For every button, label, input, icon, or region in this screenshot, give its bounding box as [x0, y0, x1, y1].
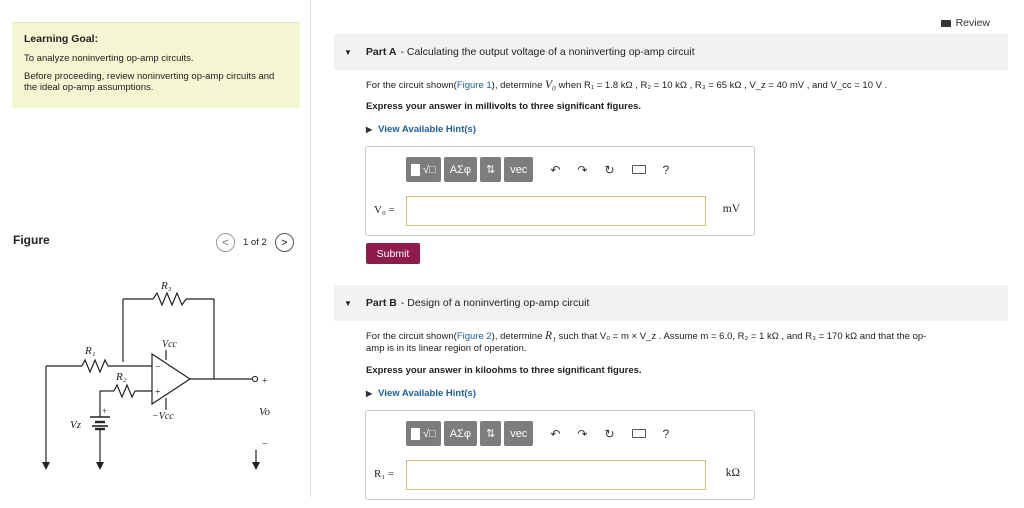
learning-goal-title: Learning Goal:	[24, 33, 99, 45]
part-b-q-var: R₁	[545, 330, 557, 342]
part-a-hints-link[interactable]	[366, 124, 476, 135]
label-neg-vcc: −Vcc	[152, 411, 174, 422]
part-a-question	[366, 80, 887, 92]
undo-icon[interactable]: ↶	[550, 162, 561, 177]
part-b-header[interactable]	[334, 285, 1008, 321]
review-link[interactable]	[941, 17, 990, 29]
part-b-answer-input[interactable]	[406, 460, 706, 490]
part-a-unit: mV	[722, 203, 740, 215]
undo-icon[interactable]: ↶	[550, 426, 561, 441]
part-a-q-rest: when R₁ = 1.8 kΩ , R₂ = 10 kΩ , R₃ = 65 kΩ , V_z = 40 mV , and V_cc = 10 V .	[558, 80, 888, 91]
part-b-q-pre: For the circuit shown(	[366, 331, 457, 342]
part-b-hints-label: View Available Hint(s)	[378, 388, 476, 399]
help-icon[interactable]: ?	[662, 426, 670, 441]
svg-text:−: −	[155, 362, 161, 373]
figure-pager	[216, 233, 294, 252]
part-b-answer-box	[365, 410, 755, 500]
part-b-hints-link[interactable]	[366, 388, 476, 399]
label-vo: Vo	[259, 406, 270, 418]
part-a-answer-input[interactable]	[406, 196, 706, 226]
part-a-q-var: V₀	[545, 79, 557, 91]
label-vo-minus: −	[262, 439, 268, 450]
arrows-button[interactable]: ⇅	[480, 157, 501, 182]
part-b-express: Express your answer in kiloohms to three significant figures.	[366, 365, 642, 376]
label-r1: R₁	[85, 345, 96, 357]
part-a-q-pre: For the circuit shown(	[366, 80, 457, 91]
figure-label: Figure	[13, 233, 50, 247]
expand-triangle-icon: ▶	[366, 389, 373, 398]
arrows-button[interactable]: ⇅	[480, 421, 501, 446]
label-vcc: Vcc	[162, 339, 177, 350]
panel-divider	[310, 0, 311, 497]
part-b-question	[366, 331, 1006, 354]
part-a-answer-label: V₀ =	[374, 204, 395, 216]
greek-button[interactable]: AΣφ	[444, 157, 477, 182]
part-a-q-mid: ), determine	[491, 80, 543, 91]
template-label: √□	[423, 163, 436, 176]
label-vz-plus: +	[102, 406, 108, 416]
learning-goal-box	[12, 22, 300, 108]
help-icon[interactable]: ?	[662, 162, 670, 177]
prev-figure-button[interactable]: <	[216, 233, 235, 252]
collapse-triangle-icon: ▼	[344, 47, 352, 57]
part-a-title: - Calculating the output voltage of a noninverting op-amp circuit	[400, 46, 695, 58]
template-label: √□	[423, 427, 436, 440]
collapse-triangle-icon: ▼	[344, 298, 352, 308]
vec-button[interactable]: vec	[504, 421, 533, 446]
label-r2: R₂	[116, 371, 127, 383]
label-vo-plus: +	[262, 376, 268, 387]
figure-1-link[interactable]: Figure 1	[456, 80, 492, 91]
part-a-hints-label: View Available Hint(s)	[378, 124, 476, 135]
part-b-toolbar	[406, 421, 669, 446]
submit-button[interactable]: Submit	[366, 243, 420, 264]
keyboard-icon[interactable]	[632, 165, 646, 174]
templates-button[interactable]	[406, 421, 441, 446]
svg-text:+: +	[155, 387, 161, 398]
learning-goal-line1: To analyze noninverting op-amp circuits.	[24, 53, 194, 64]
part-a-express: Express your answer in millivolts to three significant figures.	[366, 101, 642, 112]
reset-icon[interactable]: ↻	[604, 426, 615, 441]
vec-button[interactable]: vec	[504, 157, 533, 182]
part-a-toolbar	[406, 157, 669, 182]
part-a-header[interactable]	[334, 34, 1008, 70]
template-square-icon	[411, 164, 420, 176]
label-r3: R₃	[161, 280, 172, 292]
part-b-q-line2: amp is in its linear region of operation.	[366, 342, 527, 354]
part-b-q-rest: such that V₀ = m × V_z . Assume m = 6.0, R₂ = 1 kΩ , and R₃ = 170 kΩ and that the op-	[558, 331, 927, 342]
part-a-answer-box	[365, 146, 755, 236]
redo-icon[interactable]: ↷	[577, 426, 588, 441]
label-vz: Vz	[70, 419, 81, 431]
review-label: Review	[955, 17, 990, 29]
next-figure-button[interactable]: >	[275, 233, 294, 252]
learning-goal-line2: Before proceeding, review noninverting op-amp circuits and the ideal op-amp assumptions.	[24, 70, 275, 93]
part-b-answer-label: R₁ =	[374, 468, 395, 480]
part-b-unit: kΩ	[725, 467, 740, 479]
keyboard-icon[interactable]	[632, 429, 646, 438]
expand-triangle-icon: ▶	[366, 125, 373, 134]
figure-2-link[interactable]: Figure 2	[456, 331, 492, 342]
figure-page-indicator: 1 of 2	[243, 237, 267, 248]
part-b-q-mid: ), determine	[491, 331, 543, 342]
reset-icon[interactable]: ↻	[604, 162, 615, 177]
part-b-title: - Design of a noninverting op-amp circuit	[400, 297, 590, 309]
book-icon	[941, 20, 951, 27]
templates-button[interactable]	[406, 157, 441, 182]
greek-button[interactable]: AΣφ	[444, 421, 477, 446]
part-b-tag: Part B	[365, 297, 397, 309]
circuit-diagram	[30, 272, 280, 472]
part-a-tag: Part A	[365, 46, 397, 58]
redo-icon[interactable]: ↷	[577, 162, 588, 177]
template-square-icon	[411, 428, 420, 440]
